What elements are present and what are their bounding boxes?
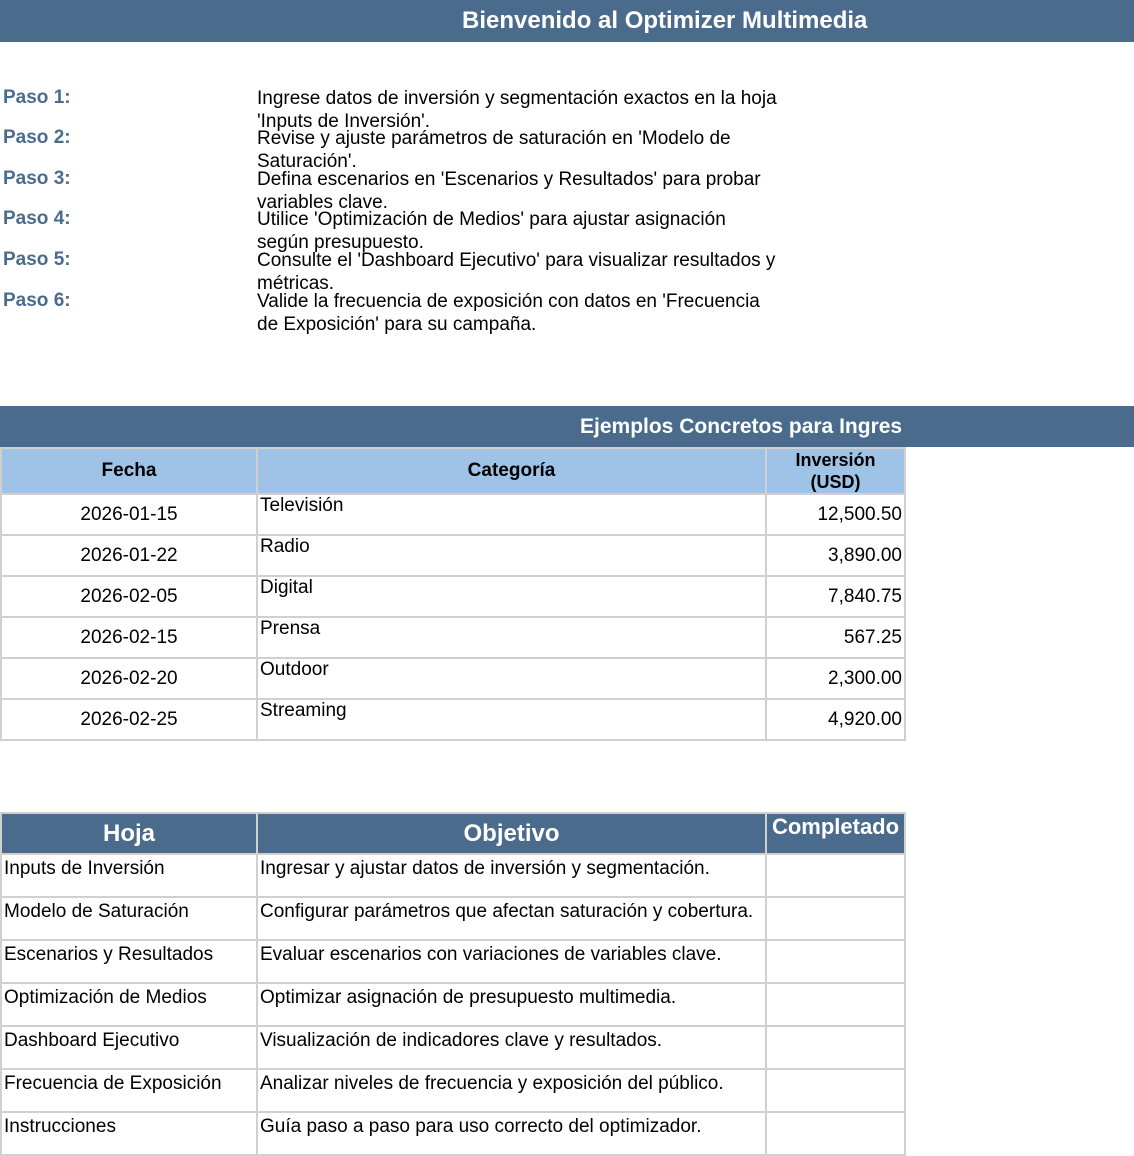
table-row (1, 983, 905, 1026)
table-row (1, 1112, 905, 1155)
cell-sheet[interactable]: Optimización de Medios (1, 983, 257, 1026)
cell-completed[interactable] (766, 897, 905, 940)
step-text: Revise y ajuste parámetros de saturación en 'Modelo de Saturación'. (257, 128, 731, 172)
step-label: Paso 5: (3, 249, 71, 270)
cell-objective[interactable] (257, 1112, 766, 1155)
step-label: Paso 4: (3, 208, 71, 229)
cell-category[interactable]: Televisión (257, 494, 766, 535)
cell-completed[interactable] (766, 854, 905, 897)
cell-investment[interactable]: 2,300.00 (766, 658, 905, 699)
table-row (1, 576, 905, 617)
cell-objective[interactable] (257, 1026, 766, 1069)
cell-objective[interactable] (257, 1069, 766, 1112)
cell-sheet[interactable]: Frecuencia de Exposición (1, 1069, 257, 1112)
welcome-title: Bienvenido al Optimizer Multimedia (462, 7, 868, 34)
cell-investment[interactable]: 3,890.00 (766, 535, 905, 576)
cell-date[interactable]: 2026-02-25 (1, 699, 257, 740)
table-row (1, 1026, 905, 1069)
cell-category[interactable]: Outdoor (257, 658, 766, 699)
cell-sheet[interactable]: Instrucciones (1, 1112, 257, 1155)
column-header-investment: Inversión (USD) (766, 448, 905, 494)
table-row (1, 699, 905, 740)
sheets-checklist-table (0, 812, 906, 1156)
table-row (1, 1069, 905, 1112)
column-header-objective: Objetivo (257, 813, 766, 854)
cell-completed[interactable] (766, 983, 905, 1026)
step-text: Defina escenarios en 'Escenarios y Resultados' para probar variables clave. (257, 169, 761, 213)
objective-text: Ingresar y ajustar datos de inversión y segmentación. (260, 858, 710, 879)
cell-sheet[interactable]: Modelo de Saturación (1, 897, 257, 940)
objective-text: Visualización de indicadores clave y resultados. (260, 1030, 663, 1051)
column-header-sheet: Hoja (1, 813, 257, 854)
table-row (1, 494, 905, 535)
objective-text: Guía paso a paso para uso correcto del optimizador. (260, 1116, 702, 1137)
step-text: Ingrese datos de inversión y segmentación exactos en la hoja 'Inputs de Inversión'. (257, 88, 777, 132)
cell-sheet[interactable]: Inputs de Inversión (1, 854, 257, 897)
cell-sheet[interactable]: Dashboard Ejecutivo (1, 1026, 257, 1069)
examples-table (0, 447, 906, 741)
table-row (1, 617, 905, 658)
cell-date[interactable]: 2026-02-05 (1, 576, 257, 617)
examples-title: Ejemplos Concretos para Ingres (580, 415, 903, 438)
column-header-date: Fecha (1, 448, 257, 494)
objective-text: Optimizar asignación de presupuesto multimedia. (260, 987, 677, 1008)
table-header-row (1, 813, 905, 854)
objective-text: Analizar niveles de frecuencia y exposición del público. (260, 1073, 724, 1094)
cell-investment[interactable]: 567.25 (766, 617, 905, 658)
cell-investment[interactable]: 4,920.00 (766, 699, 905, 740)
objective-text: Configurar parámetros que afectan saturación y cobertura. (260, 901, 754, 922)
cell-category[interactable]: Streaming (257, 699, 766, 740)
step-label: Paso 1: (3, 87, 71, 108)
cell-completed[interactable] (766, 1069, 905, 1112)
table-row (1, 854, 905, 897)
step-text: Consulte el 'Dashboard Ejecutivo' para visualizar resultados y métricas. (257, 250, 776, 294)
table-row (1, 897, 905, 940)
cell-completed[interactable] (766, 1026, 905, 1069)
cell-objective[interactable] (257, 897, 766, 940)
cell-objective[interactable] (257, 854, 766, 897)
table-row (1, 658, 905, 699)
cell-objective[interactable] (257, 983, 766, 1026)
cell-sheet[interactable]: Escenarios y Resultados (1, 940, 257, 983)
cell-completed[interactable] (766, 940, 905, 983)
cell-completed[interactable] (766, 1112, 905, 1155)
step-label: Paso 6: (3, 290, 71, 311)
cell-objective[interactable] (257, 940, 766, 983)
table-header-row (1, 448, 905, 494)
table-row (1, 940, 905, 983)
cell-category[interactable]: Radio (257, 535, 766, 576)
cell-date[interactable]: 2026-01-22 (1, 535, 257, 576)
table-row (1, 535, 905, 576)
cell-date[interactable]: 2026-02-20 (1, 658, 257, 699)
step-label: Paso 3: (3, 168, 71, 189)
cell-category[interactable]: Digital (257, 576, 766, 617)
cell-investment[interactable]: 12,500.50 (766, 494, 905, 535)
cell-date[interactable]: 2026-01-15 (1, 494, 257, 535)
examples-banner (0, 406, 1134, 447)
cell-date[interactable]: 2026-02-15 (1, 617, 257, 658)
step-text: Valide la frecuencia de exposición con datos en 'Frecuencia de Exposición' para su campaña. (257, 291, 760, 335)
cell-category[interactable]: Prensa (257, 617, 766, 658)
column-header-category: Categoría (257, 448, 766, 494)
step-label: Paso 2: (3, 127, 71, 148)
step-text: Utilice 'Optimización de Medios' para ajustar asignación según presupuesto. (257, 209, 726, 253)
welcome-banner (0, 0, 1134, 42)
objective-text: Evaluar escenarios con variaciones de variables clave. (260, 944, 722, 965)
column-header-completed: Completado (766, 813, 905, 854)
cell-investment[interactable]: 7,840.75 (766, 576, 905, 617)
